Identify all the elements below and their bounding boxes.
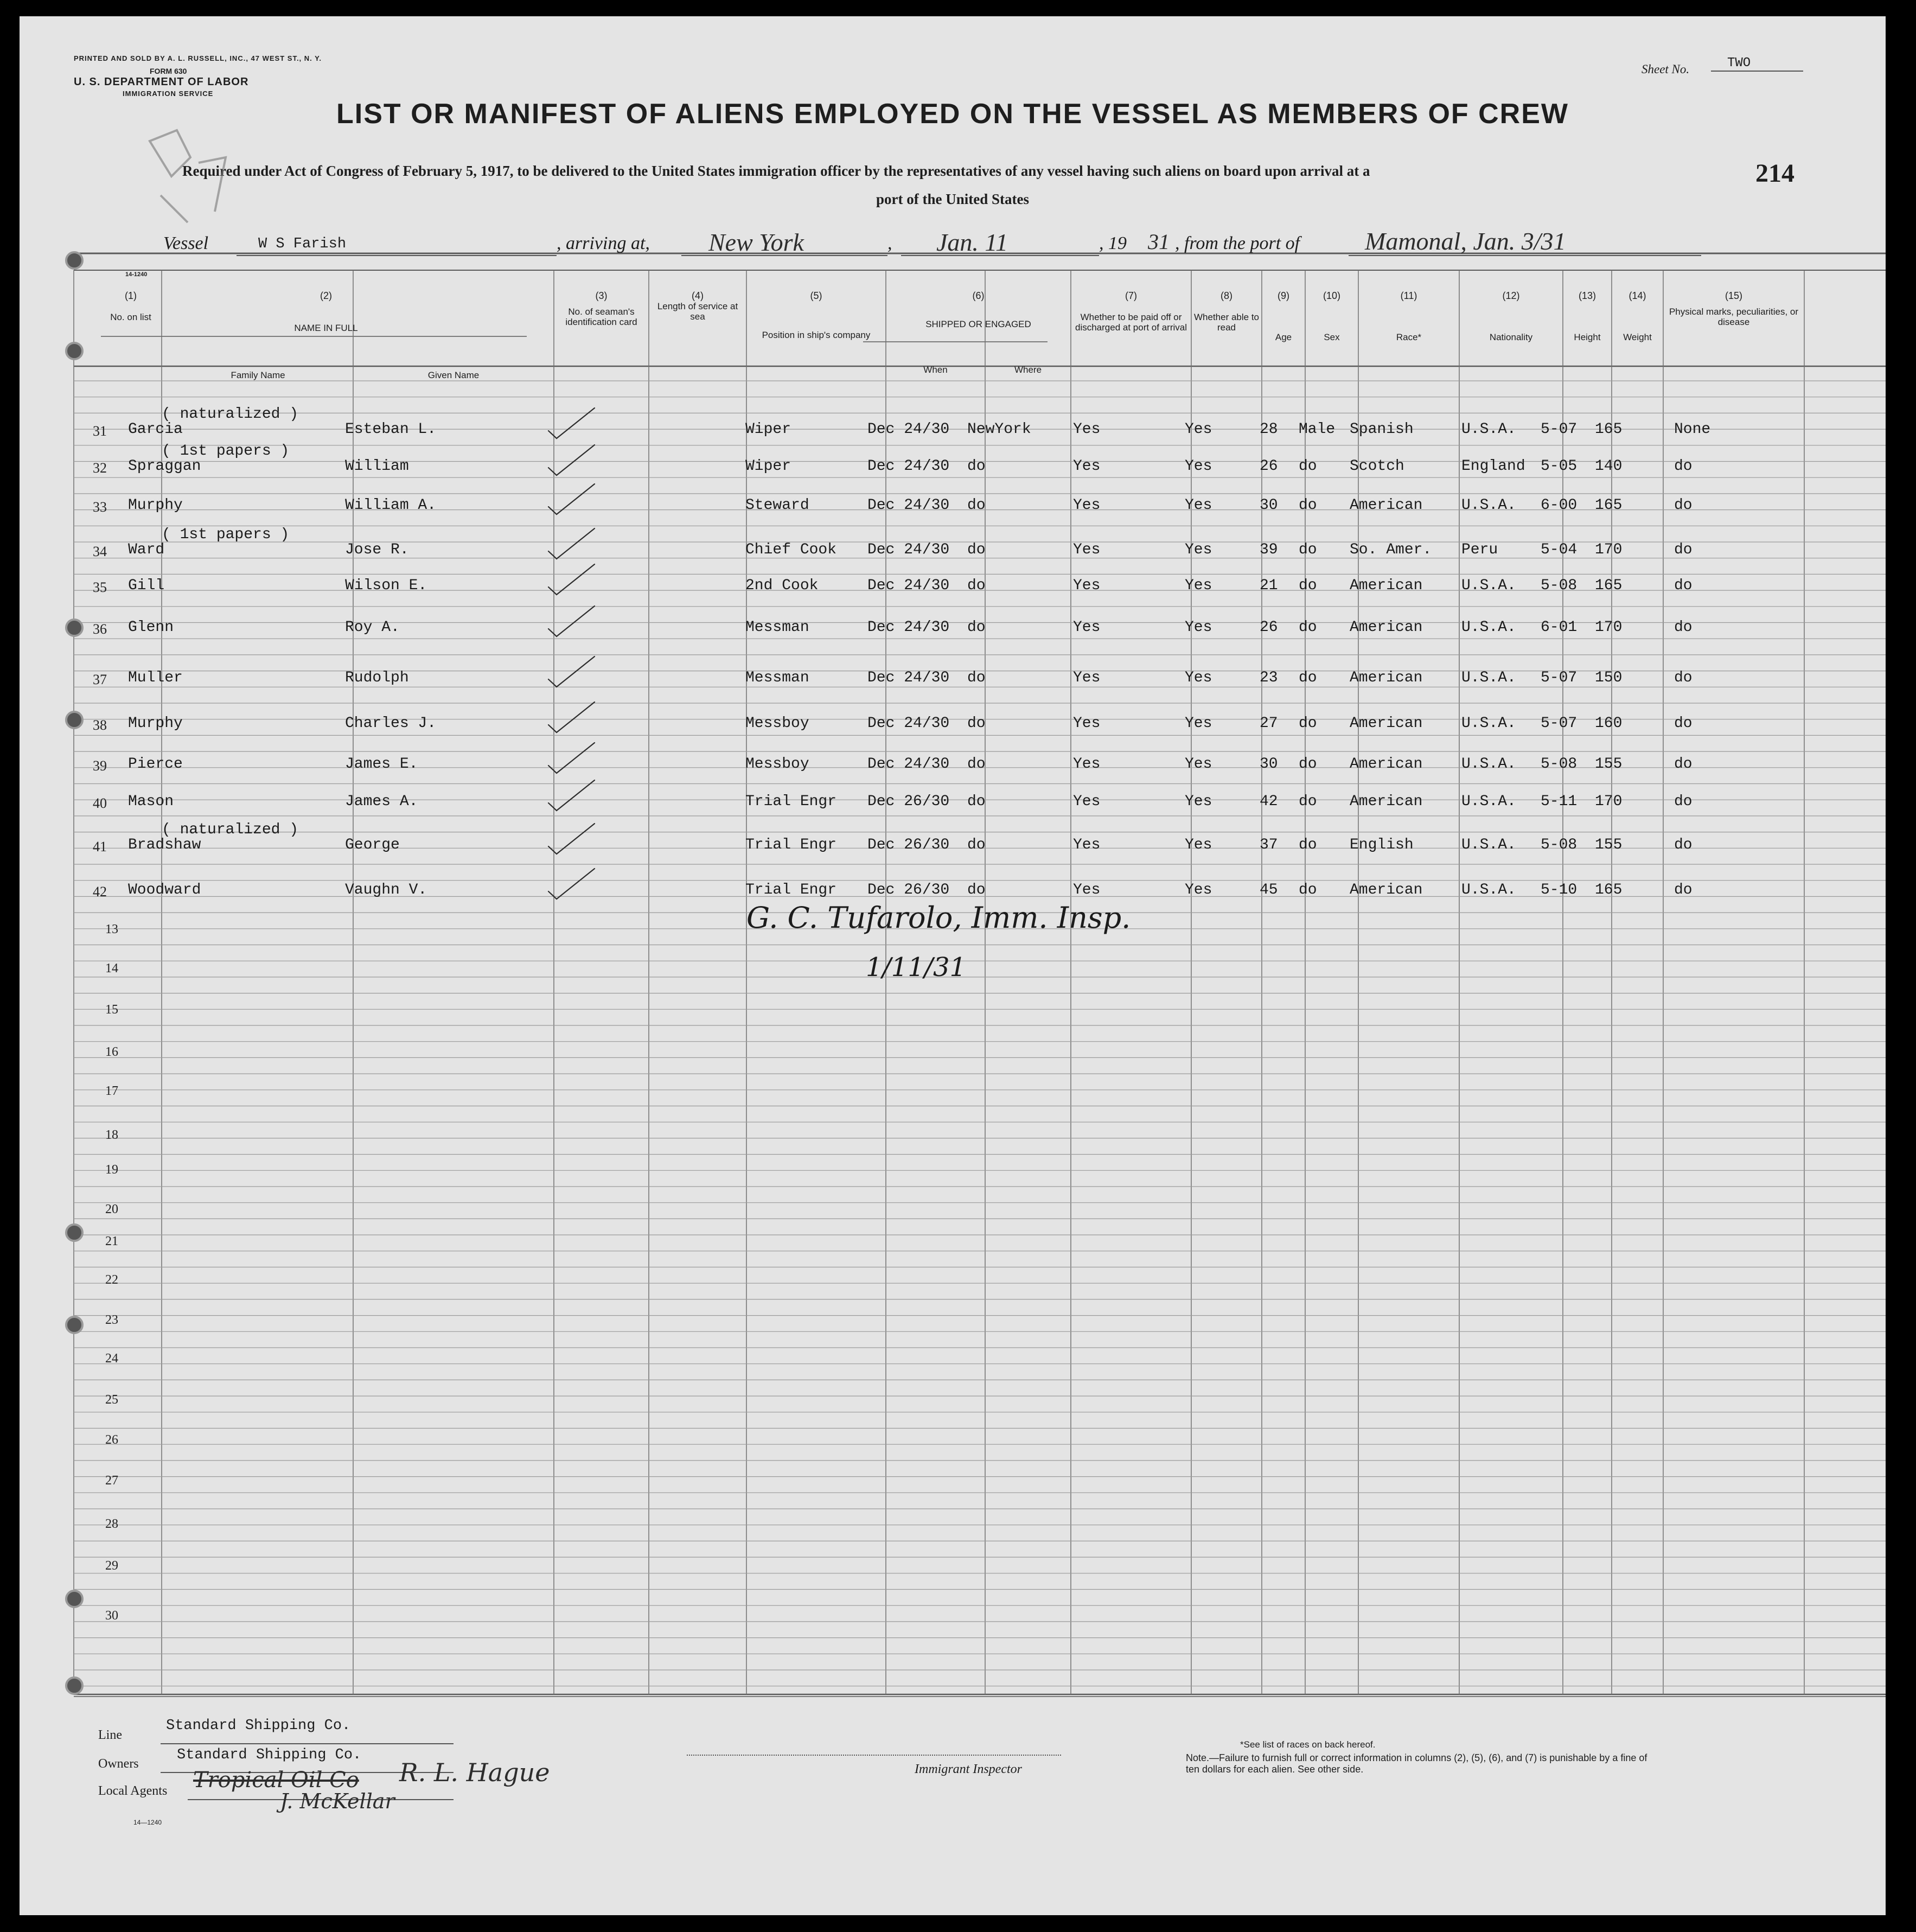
shipped-when: Dec 24/30 [867,619,950,636]
citizenship-note: ( 1st papers ) [162,443,290,460]
height: 5-10 [1541,882,1577,898]
weight: 170 [1595,541,1623,558]
height: 5-11 [1541,793,1577,810]
row-number: 19 [105,1163,118,1177]
sex: do [1299,497,1317,514]
column-header-race: Race* [1396,332,1422,342]
column-header-height: Height [1574,332,1601,342]
column-number-9: (9) [1278,290,1289,301]
weight: 160 [1595,715,1623,732]
paid-off: Yes [1073,458,1101,475]
binder-hole [65,251,84,270]
able-to-read: Yes [1185,837,1212,853]
race: American [1350,577,1423,594]
page-title: LIST OR MANIFEST OF ALIENS EMPLOYED ON THE VESSEL AS MEMBERS OF CREW [336,98,1569,130]
paid-off: Yes [1073,756,1101,773]
column-header-position: Position in ship's company [762,330,871,340]
line-label: Line [98,1728,122,1742]
height: 6-00 [1541,497,1577,514]
column-header-able-read: Whether able to read [1194,312,1260,333]
family-name: Ward [128,541,165,558]
able-to-read: Yes [1185,715,1212,732]
column-number-12: (12) [1502,290,1520,301]
column-number-3: (3) [595,290,608,301]
position: Messman [745,669,809,686]
weight: 165 [1595,421,1623,438]
row-number: 37 [93,672,107,687]
able-to-read: Yes [1185,756,1212,773]
age: 26 [1260,458,1278,475]
form-code-bottom: 14—1240 [133,1819,162,1826]
age: 39 [1260,541,1278,558]
id-card-check-mark [548,869,595,899]
age: 42 [1260,793,1278,810]
physical-marks: do [1674,715,1693,732]
form-code-top: 14-1240 [125,271,148,278]
arrival-year: 31 [1148,229,1170,254]
given-name: Jose R. [345,541,409,558]
id-card-check-mark [548,702,595,732]
given-name: Roy A. [345,619,400,636]
arriving-label: , arriving at, [557,233,650,253]
row-number: 15 [105,1003,118,1017]
physical-marks: do [1674,497,1693,514]
shipped-when: Dec 24/30 [867,756,950,773]
physical-marks: do [1674,458,1693,475]
id-card-check-mark [548,656,595,687]
column-header-name-in-full: NAME IN FULL [294,323,358,333]
position: Chief Cook [745,541,837,558]
age: 45 [1260,882,1278,898]
year-prefix: , 19 [1099,233,1127,253]
age: 30 [1260,756,1278,773]
row-number: 35 [93,579,107,595]
paid-off: Yes [1073,669,1101,686]
height: 5-08 [1541,577,1577,594]
binder-hole [65,619,84,637]
age: 27 [1260,715,1278,732]
race: American [1350,497,1423,514]
row-number: 23 [105,1313,118,1327]
shipped-when: Dec 24/30 [867,497,950,514]
column-number-7: (7) [1125,290,1137,301]
shipped-where: do [967,882,986,898]
shipped-where: do [967,619,986,636]
row-number: 42 [93,884,107,900]
paid-off: Yes [1073,793,1101,810]
nationality: U.S.A. [1461,837,1516,853]
binder-hole [65,1223,84,1242]
printer-note: PRINTED AND SOLD BY A. L. RUSSELL, INC., 47 WEST ST., N. Y. [74,54,322,62]
subtitle-line-1: Required under Act of Congress of February 5, 1917, to be delivered to the United States immigration officer by the representatives of any vessel having such aliens on board upon arrival at a [182,163,1370,179]
able-to-read: Yes [1185,882,1212,898]
column-header-marks: Physical marks, peculiarities, or disease [1669,307,1799,327]
physical-marks: do [1674,577,1693,594]
sex: do [1299,882,1317,898]
weight: 170 [1595,619,1623,636]
position: Trial Engr [745,837,837,853]
height: 5-07 [1541,421,1577,438]
able-to-read: Yes [1185,619,1212,636]
owners-value: Standard Shipping Co. [177,1747,362,1763]
row-number: 16 [105,1045,118,1059]
races-note: *See list of races on back hereof. [1240,1739,1376,1750]
shipped-where: do [967,458,986,475]
position: Messboy [745,715,809,732]
able-to-read: Yes [1185,497,1212,514]
weight: 165 [1595,882,1623,898]
age: 30 [1260,497,1278,514]
race: American [1350,715,1423,732]
weight: 165 [1595,577,1623,594]
position: Trial Engr [745,793,837,810]
row-number: 17 [105,1084,118,1098]
column-number-5: (5) [810,290,822,301]
column-header-where: Where [1014,365,1042,375]
row-number: 22 [105,1273,118,1287]
column-number-14: (14) [1628,290,1646,301]
id-card-check-mark [548,780,595,811]
row-number: 26 [105,1433,118,1447]
citizenship-note: ( 1st papers ) [162,526,290,543]
department-name: U. S. DEPARTMENT OF LABOR [74,76,249,88]
column-number-11: (11) [1400,290,1417,301]
id-card-check-mark [548,606,595,636]
manifest-page: PRINTED AND SOLD BY A. L. RUSSELL, INC., 47 WEST ST., N. Y. FORM 630 U. S. DEPARTMENT OF LABOR IMMIGRATION SERVICE Sheet No. TWO LIST OR MANIFEST OF ALIENS EMPLOYED ON THE VESSEL AS MEMBERS OF CREW Required under Act of Congress of February 5, 1917, to be delivered to the United States immigration officer by the representatives of any vessel having such aliens on board upon arrival at a port of the United States 214 Vessel W S Farish , arriving at, New York , Jan. 11 , 19 31 , from the port of Mamonal, Jan. 3/31 14-1240 (1) (2) (3) (4) (5) (6) (7) (8) (9) (10) (11) (12) (13) (14) (15) No. on list NAME IN FULL Family Name Given Name No. of seaman's identification card Length of service at sea Position in ship's company SHIPPED OR ENGAGED When Where Whether to be paid off or discharged at port of arrival Whether able to read Age Sex Race* Nationality Height Weight Physical marks, peculiarities, or disease G. C. Tufarolo, Imm. Insp. 1/11/31 31 ( naturalized ) Garcia Esteban L. Wiper Dec 24/30 NewYork Yes Yes 28 Male Spanish U.S.A. 5-07 165 None 32 ( 1st papers ) Spraggan William Wiper Dec 24/30 do Yes Yes 26 do Scotch England 5-05 140 do 33 Murphy William A. Steward Dec 24/30 do Yes Yes 30 do American U.S.A. 6-00 165 do 34 ( 1st papers ) Ward Jose R. Chief Cook Dec 24/30 do Yes Yes 39 do So. Amer. Peru 5-04 170 do 35 Gill Wilson E. 2nd Cook Dec 24/30 do Yes Yes 21 do American U.S.A. 5-08 165 do 36 Glenn Roy A. Messman Dec 24/30 do Yes Yes 26 do American U.S.A. 6-01 170 do 37 Muller Rudolph Messman Dec 24/30 do Yes Yes 23 do American U.S.A. 5-07 150 do 38 Murphy Charles J. Messboy Dec 24/30 do Yes Yes 27 do American U.S.A. 5-07 160 do 39 Pierce James E. Messboy Dec 24/30 do Yes Yes 30 do American U.S.A. 5-08 155 do 40 Mason James A. Trial Engr Dec 26/30 do Yes Yes 42 do American U.S.A. 5-11 170 do 41 ( naturalized ) Bradshaw George Trial Engr Dec 26/30 do Yes Yes 37 do English U.S.A. 5-08 155 do 42 Woodward Vaughn V. Trial Engr Dec 26/30 do Yes Yes 45 do American U.S.A. 5-10 165 do 13 14 15 16 17 18 19 20 21 22 23 24 25 26 27 28 29 30 Line Standard Shipping Co. Owners Standard Shipping Co. Local Agents Tropical Oil Co R. L. Hague J. McKellar 14—1240 Immigrant Inspector *See list of races on back hereof. Note.—Failure to furnish full or correct information in columns (2), (5), (6), and (7) is punishable by a fine of ten dollars for each alien. See other side. [20,16,1886,1915]
owners-label: Owners [98,1757,139,1771]
shipped-where: do [967,837,986,853]
sex: do [1299,541,1317,558]
nationality: Peru [1461,541,1498,558]
position: Messboy [745,756,809,773]
column-number-6: (6) [972,290,985,301]
paid-off: Yes [1073,541,1101,558]
able-to-read: Yes [1185,669,1212,686]
race: Spanish [1350,421,1414,438]
weight: 140 [1595,458,1623,475]
column-number-1: (1) [125,290,137,301]
service-name: IMMIGRATION SERVICE [123,90,214,98]
nationality: U.S.A. [1461,715,1516,732]
height: 5-07 [1541,669,1577,686]
family-name: Garcia [128,421,183,438]
family-name: Bradshaw [128,837,201,853]
position: Steward [745,497,809,514]
row-number: 13 [105,922,118,936]
sex: Male [1299,421,1336,438]
form-number: FORM 630 [150,67,187,75]
weight: 155 [1595,756,1623,773]
physical-marks: do [1674,793,1693,810]
id-card-check-mark [548,445,595,475]
paid-off: Yes [1073,619,1101,636]
given-name: George [345,837,400,853]
height: 6-01 [1541,619,1577,636]
column-number-13: (13) [1578,290,1596,301]
family-name: Mason [128,793,174,810]
local-agents-label: Local Agents [98,1784,168,1798]
id-card-check-mark [548,528,595,559]
column-header-nationality: Nationality [1489,332,1533,342]
column-header-given-name: Given Name [427,370,480,380]
row-number: 28 [105,1517,118,1531]
sex: do [1299,793,1317,810]
row-number: 34 [93,544,107,559]
weight: 150 [1595,669,1623,686]
row-number: 24 [105,1351,118,1366]
nationality: U.S.A. [1461,619,1516,636]
column-header-shipped: SHIPPED OR ENGAGED [925,319,1031,329]
physical-marks: do [1674,619,1693,636]
race: American [1350,793,1423,810]
race: So. Amer. [1350,541,1432,558]
paid-off: Yes [1073,421,1101,438]
height: 5-07 [1541,715,1577,732]
id-card-check-mark [548,743,595,773]
row-number: 40 [93,795,107,811]
sheet-number: TWO [1711,56,1803,72]
shipped-when: Dec 24/30 [867,577,950,594]
row-number: 14 [105,961,118,975]
height: 5-08 [1541,756,1577,773]
column-header-age: Age [1275,332,1292,342]
arrival-date: Jan. 11 [936,228,1008,256]
shipped-when: Dec 26/30 [867,882,950,898]
given-name: James A. [345,793,418,810]
given-name: William A. [345,497,437,514]
shipped-where: do [967,577,986,594]
page-number: 214 [1755,159,1794,188]
able-to-read: Yes [1185,458,1212,475]
inspector-signature: G. C. Tufarolo, Imm. Insp. [746,901,1131,935]
physical-marks: do [1674,882,1693,898]
shipped-where: do [967,793,986,810]
shipped-when: Dec 24/30 [867,715,950,732]
column-header-length-service: Length of service at sea [657,301,738,322]
nationality: England [1461,458,1525,475]
row-number: 39 [93,758,107,774]
arrival-port: New York [708,228,804,256]
age: 26 [1260,619,1278,636]
shipped-where: do [967,541,986,558]
penalty-note: Note.—Failure to furnish full or correct information in columns (2), (5), (6), and (7) is punishable by a fine of ten dollars for each alien. See other side. [1186,1752,1647,1775]
column-header-weight: Weight [1623,332,1652,342]
race: American [1350,756,1423,773]
paid-off: Yes [1073,715,1101,732]
paid-off: Yes [1073,577,1101,594]
binder-hole [65,342,84,360]
given-name: James E. [345,756,418,773]
given-name: Rudolph [345,669,409,686]
row-number: 18 [105,1128,118,1142]
family-name: Glenn [128,619,174,636]
id-card-check-mark [548,824,595,854]
column-header-sex: Sex [1324,332,1340,342]
nationality: U.S.A. [1461,421,1516,438]
given-name: Charles J. [345,715,437,732]
sex: do [1299,619,1317,636]
shipped-where: NewYork [967,421,1031,438]
position: Trial Engr [745,882,837,898]
age: 37 [1260,837,1278,853]
able-to-read: Yes [1185,793,1212,810]
nationality: U.S.A. [1461,793,1516,810]
race: American [1350,669,1423,686]
shipped-when: Dec 24/30 [867,458,950,475]
column-header-paid-off: Whether to be paid off or discharged at port of arrival [1075,312,1187,333]
age: 28 [1260,421,1278,438]
height: 5-04 [1541,541,1577,558]
race: American [1350,619,1423,636]
race: Scotch [1350,458,1404,475]
shipped-when: Dec 26/30 [867,837,950,853]
family-name: Gill [128,577,165,594]
citizenship-note: ( naturalized ) [162,406,299,423]
inspection-date: 1/11/31 [866,952,967,983]
row-number: 33 [93,499,107,515]
column-number-15: (15) [1725,290,1742,301]
binder-hole [65,1676,84,1695]
row-number: 38 [93,717,107,733]
sex: do [1299,458,1317,475]
given-name: Wilson E. [345,577,427,594]
able-to-read: Yes [1185,541,1212,558]
shipped-where: do [967,497,986,514]
family-name: Murphy [128,497,183,514]
column-header-when: When [923,365,948,375]
able-to-read: Yes [1185,577,1212,594]
sex: do [1299,669,1317,686]
sex: do [1299,715,1317,732]
shipped-where: do [967,715,986,732]
agent-signature: R. L. Hague [399,1758,550,1787]
paid-off: Yes [1073,497,1101,514]
row-number: 20 [105,1202,118,1216]
row-number: 30 [105,1609,118,1623]
nationality: U.S.A. [1461,669,1516,686]
row-number: 21 [105,1234,118,1248]
binder-hole [65,1316,84,1334]
agent-signature-2: J. McKellar [280,1789,395,1813]
race: English [1350,837,1414,853]
family-name: Murphy [128,715,183,732]
binder-hole [65,711,84,729]
binder-hole [65,1590,84,1608]
sex: do [1299,577,1317,594]
shipped-where: do [967,669,986,686]
column-number-8: (8) [1221,290,1232,301]
paid-off: Yes [1073,882,1101,898]
family-name: Spraggan [128,458,201,475]
height: 5-05 [1541,458,1577,475]
physical-marks: do [1674,669,1693,686]
sex: do [1299,756,1317,773]
row-number: 29 [105,1559,118,1573]
able-to-read: Yes [1185,421,1212,438]
weight: 155 [1595,837,1623,853]
departure-port: Mamonal, Jan. 3/31 [1365,227,1566,255]
shipped-when: Dec 24/30 [867,421,950,438]
height: 5-08 [1541,837,1577,853]
weight: 170 [1595,793,1623,810]
position: Messman [745,619,809,636]
column-number-4: (4) [692,290,704,301]
row-number: 27 [105,1474,118,1488]
given-name: Vaughn V. [345,882,427,898]
corner-stamp-mark [139,125,247,233]
position: Wiper [745,421,791,438]
vessel-label: Vessel [163,233,209,253]
age: 21 [1260,577,1278,594]
from-port-label: , from the port of [1175,233,1300,253]
family-name: Muller [128,669,183,686]
nationality: U.S.A. [1461,577,1516,594]
given-name: Esteban L. [345,421,437,438]
row-number: 41 [93,839,107,855]
family-name: Pierce [128,756,183,773]
age: 23 [1260,669,1278,686]
race: American [1350,882,1423,898]
row-number: 32 [93,460,107,476]
sheet-label: Sheet No. [1642,62,1690,76]
paid-off: Yes [1073,837,1101,853]
row-number: 25 [105,1393,118,1407]
position: Wiper [745,458,791,475]
local-agents-value: Tropical Oil Co [193,1768,359,1793]
physical-marks: do [1674,837,1693,853]
position: 2nd Cook [745,577,819,594]
weight: 165 [1595,497,1623,514]
id-card-check-mark [548,408,595,438]
column-header-family-name: Family Name [231,370,285,380]
shipped-when: Dec 24/30 [867,669,950,686]
immigrant-inspector-label: Immigrant Inspector [915,1762,1022,1776]
nationality: U.S.A. [1461,756,1516,773]
physical-marks: do [1674,756,1693,773]
shipped-when: Dec 26/30 [867,793,950,810]
shipped-when: Dec 24/30 [867,541,950,558]
column-number-10: (10) [1323,290,1340,301]
row-number: 36 [93,621,107,637]
line-value: Standard Shipping Co. [166,1718,351,1734]
given-name: William [345,458,409,475]
sex: do [1299,837,1317,853]
shipped-where: do [967,756,986,773]
subtitle-line-2: port of the United States [876,191,1029,207]
nationality: U.S.A. [1461,882,1516,898]
column-header-no-on-list: No. on list [110,312,151,322]
family-name: Woodward [128,882,201,898]
column-number-2: (2) [320,290,332,301]
citizenship-note: ( naturalized ) [162,821,299,838]
physical-marks: do [1674,541,1693,558]
physical-marks: None [1674,421,1711,438]
column-header-id-card: No. of seaman's identification card [565,307,637,327]
vessel-name: W S Farish [258,236,347,252]
nationality: U.S.A. [1461,497,1516,514]
row-number: 31 [93,423,107,439]
